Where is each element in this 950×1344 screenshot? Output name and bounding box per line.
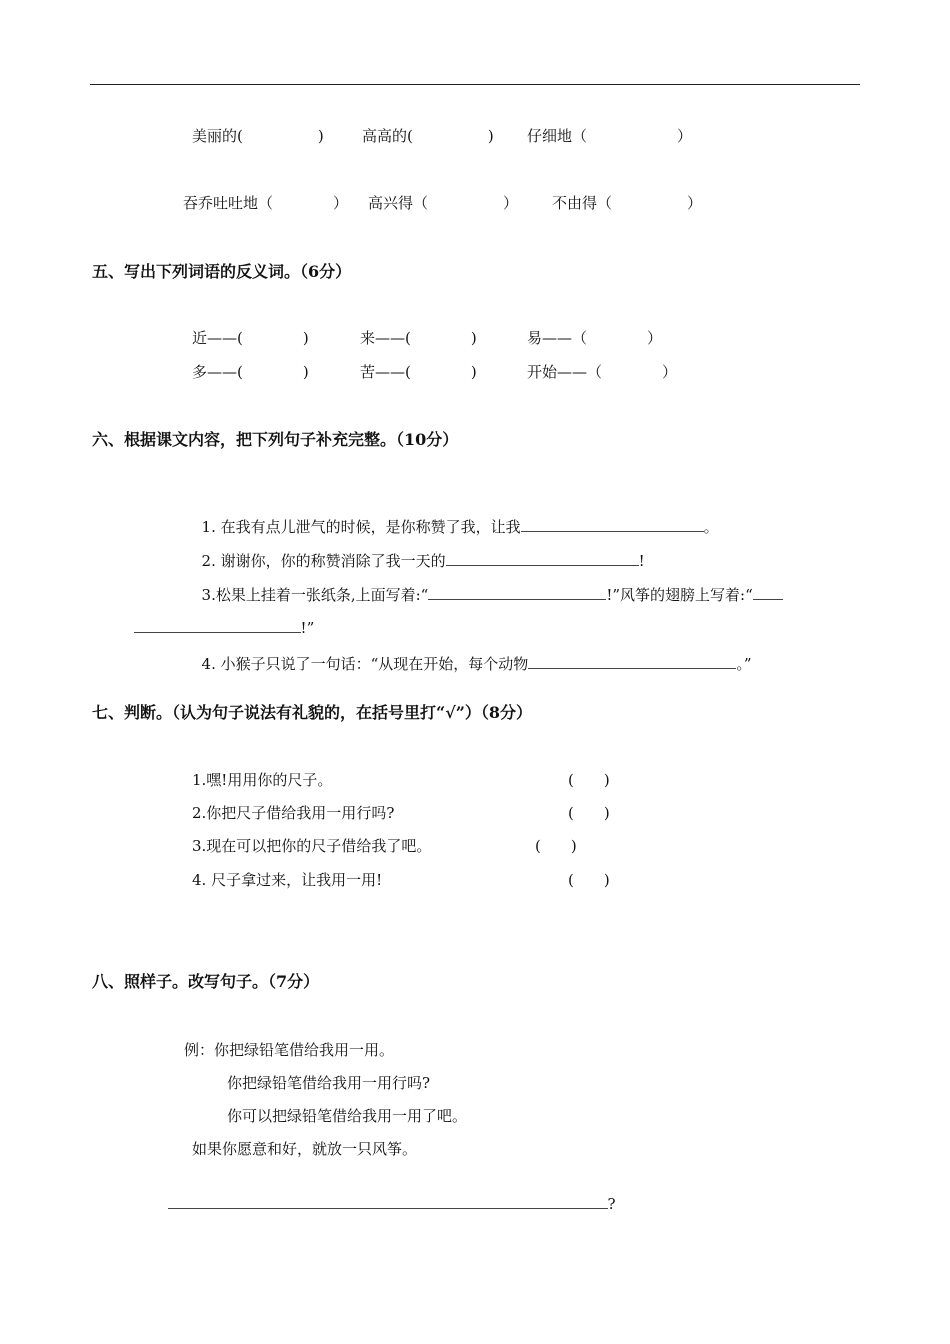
judge-bracket-1[interactable]: ( ) <box>568 771 610 789</box>
judge-bracket-3[interactable]: ( ) <box>535 837 577 855</box>
section-7-title: 七、判断。（认为句子说法有礼貌的，在括号里打“√”）（8分） <box>92 703 533 722</box>
judge-item-2: 2.你把尺子借给我用一用行吗? <box>192 804 395 822</box>
section-6-title: 六、根据课文内容，把下列句子补充完整。（10分） <box>92 430 459 449</box>
antonym-item: 来——( ) <box>360 329 477 347</box>
rewrite-answer-end: ? <box>607 1195 616 1213</box>
answer-blank[interactable] <box>528 654 736 669</box>
sentence-2-text: 2. 谢谢你，你的称赞消除了我一天的 <box>201 552 446 570</box>
rewrite-prompt: 如果你愿意和好，就放一只风筝。 <box>192 1140 418 1158</box>
answer-blank[interactable] <box>446 551 639 566</box>
sentence-1-end: 。 <box>703 518 719 536</box>
example-line-2: 你把绿铅笔借给我用一用行吗? <box>227 1074 431 1092</box>
sentence-3-end: !” <box>300 619 315 637</box>
fill-item: 高高的( ) <box>362 127 494 145</box>
example-line-3: 你可以把绿铅笔借给我用一用了吧。 <box>227 1107 468 1125</box>
top-rule <box>90 84 860 85</box>
sentence-4-end: 。” <box>736 655 752 673</box>
section-8-title: 八、照样子。改写句子。（7分） <box>92 972 320 991</box>
antonym-item: 近——( ) <box>192 329 309 347</box>
sentence-3-mid: !”风筝的翅膀上写着:“ <box>606 586 753 604</box>
fill-item: 不由得（ ） <box>552 194 703 212</box>
answer-blank[interactable] <box>134 618 301 633</box>
judge-item-3: 3.现在可以把你的尺子借给我了吧。 <box>192 837 432 855</box>
answer-blank[interactable] <box>168 1194 608 1209</box>
sentence-3-continued <box>124 598 314 638</box>
section-5-title: 五、写出下列词语的反义词。（6分） <box>92 262 352 281</box>
fill-item: 吞乔吐吐地（ ） <box>183 194 349 212</box>
fill-item: 高兴得（ ） <box>368 194 519 212</box>
antonym-item: 多——( ) <box>192 363 309 381</box>
fill-item: 仔细地（ ） <box>527 127 693 145</box>
judge-item-4: 4. 尺子拿过来，让我用一用! <box>192 871 383 889</box>
example-line-1: 例：你把绿铅笔借给我用一用。 <box>184 1041 395 1059</box>
sentence-3-text: 3.松果上挂着一张纸条,上面写着:“ <box>201 586 429 604</box>
judge-item-1: 1.嘿!用用你的尺子。 <box>192 771 333 789</box>
rewrite-answer-line <box>158 1174 616 1214</box>
answer-blank[interactable] <box>753 585 783 600</box>
sentence-1-text: 1. 在我有点儿泄气的时候，是你称赞了我，让我 <box>201 518 521 536</box>
answer-blank[interactable] <box>428 585 606 600</box>
antonym-item: 易——（ ） <box>527 329 663 347</box>
antonym-item: 苦——( ) <box>360 363 477 381</box>
judge-bracket-4[interactable]: ( ) <box>568 871 610 889</box>
sentence-4-text: 4. 小猴子只说了一句话：“从现在开始，每个动物 <box>201 655 529 673</box>
sentence-4 <box>192 634 751 674</box>
answer-blank[interactable] <box>521 517 704 532</box>
sentence-2-end: ! <box>638 552 645 570</box>
judge-bracket-2[interactable]: ( ) <box>568 804 610 822</box>
fill-item: 美丽的( ) <box>192 127 324 145</box>
antonym-item: 开始——（ ） <box>527 363 678 381</box>
